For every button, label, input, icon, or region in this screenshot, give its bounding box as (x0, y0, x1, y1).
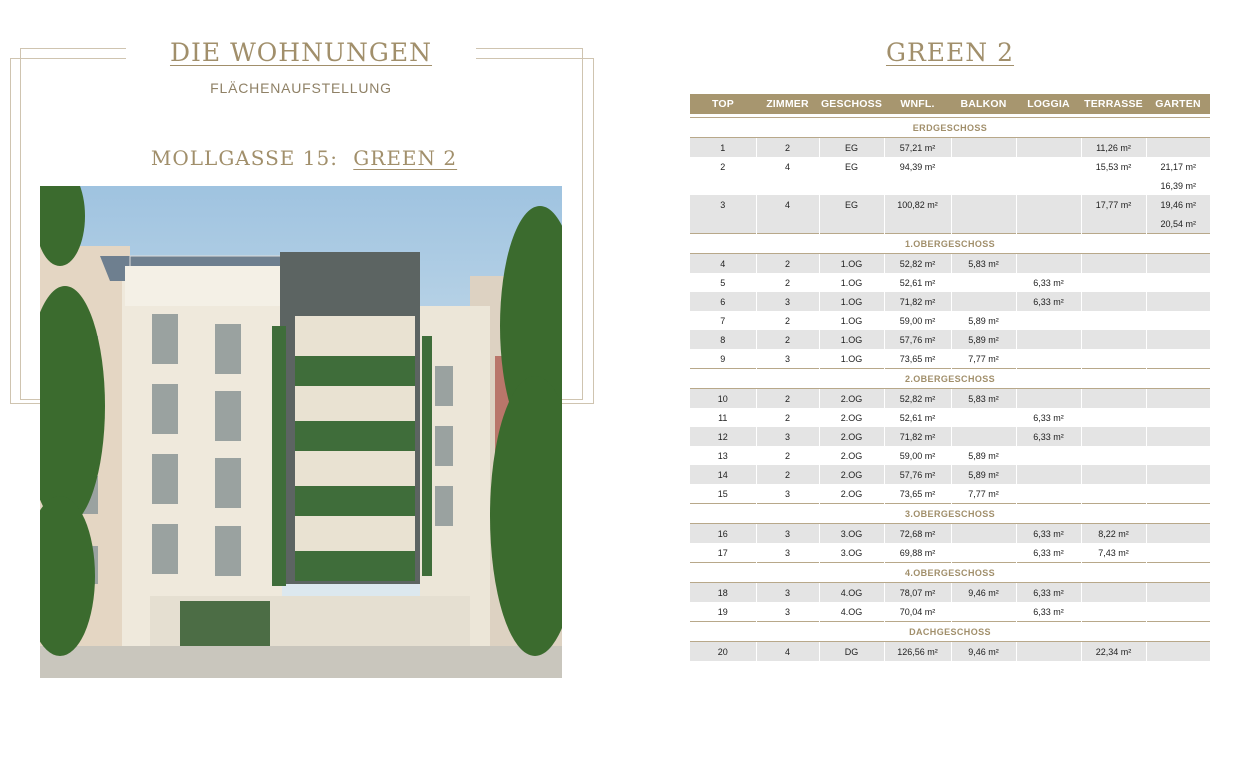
table-cell: 2.OG (819, 408, 884, 427)
table-cell: 2.OG (819, 389, 884, 409)
table-cell: 57,76 m² (884, 465, 951, 484)
table-cell: 94,39 m² (884, 157, 951, 176)
column-header: LOGGIA (1016, 94, 1081, 114)
table-cell: 16,39 m² (1146, 176, 1210, 195)
table-cell: 4.OG (819, 583, 884, 603)
table-cell (1146, 602, 1210, 622)
column-header: TOP (690, 94, 756, 114)
table-cell (1016, 465, 1081, 484)
table-cell: 10 (690, 389, 756, 409)
table-cell (819, 214, 884, 234)
table-cell: 5 (720, 277, 726, 288)
table-cell: 2 (756, 330, 819, 349)
table-cell (756, 214, 819, 234)
table-cell: 6,33 m² (1016, 273, 1081, 292)
table-cell: 3.OG (819, 524, 884, 544)
table-cell: 7,77 m² (951, 484, 1016, 504)
table-cell (1146, 138, 1210, 158)
table-cell: 1.OG (819, 349, 884, 369)
table-cell (1081, 214, 1146, 234)
project-name: GREEN 2 (353, 146, 458, 170)
table-cell: 3 (756, 349, 819, 369)
table-cell: 14 (690, 465, 756, 484)
table-row (690, 176, 1210, 195)
table-cell: 4 (690, 254, 756, 274)
table-row (690, 524, 1210, 544)
table-cell: 1 (690, 138, 756, 158)
table-cell (884, 176, 951, 195)
table-cell: 17,77 m² (1081, 195, 1146, 214)
table-row (690, 389, 1210, 409)
table-cell: 2 (720, 161, 726, 172)
table-cell (1081, 465, 1146, 484)
table-cell: 3 (756, 583, 819, 603)
column-header: ZIMMER (756, 94, 819, 114)
floor-section-label: ERDGESCHOSS (690, 118, 1210, 138)
table-header-row (690, 94, 1210, 114)
table-cell (1081, 176, 1146, 195)
table-cell: 5,89 m² (951, 446, 1016, 465)
table-cell (1081, 292, 1146, 311)
table-cell: 2 (756, 273, 819, 292)
table-title: GREEN 2 (885, 38, 1015, 67)
table-cell (1016, 214, 1081, 234)
table-cell: 1.OG (819, 254, 884, 274)
page-subtitle: FLÄCHENAUFSTELLUNG (210, 80, 392, 96)
table-cell: 71,82 m² (884, 427, 951, 446)
table-cell: 8,22 m² (1081, 524, 1146, 544)
table-cell: 71,82 m² (884, 292, 951, 311)
building-render-image (40, 186, 562, 678)
table-cell (1081, 583, 1146, 603)
table-cell (951, 138, 1016, 158)
table-cell (1146, 484, 1210, 504)
table-cell: 20,54 m² (1146, 214, 1210, 234)
table-cell (1146, 311, 1210, 330)
table-row (690, 195, 1210, 214)
column-header: WNFL. (884, 94, 951, 114)
table-row (690, 311, 1210, 330)
table-cell (1146, 408, 1210, 427)
table-cell (1146, 583, 1210, 603)
table-cell: 3 (756, 602, 819, 622)
table-cell (1016, 176, 1081, 195)
floor-section-header (690, 622, 1210, 642)
table-cell: 12 (690, 427, 756, 446)
table-cell: 52,82 m² (884, 389, 951, 409)
table-cell: 17 (717, 547, 728, 558)
table-cell: 6,33 m² (1016, 292, 1081, 311)
table-cell: 20 (690, 642, 756, 662)
table-cell: 1.OG (819, 330, 884, 349)
table-cell: 7,43 m² (1081, 543, 1146, 563)
table-cell: 72,68 m² (884, 524, 951, 544)
table-cell: 57,76 m² (884, 330, 951, 349)
table-cell: 19 (717, 606, 728, 617)
table-cell: 6,33 m² (1016, 408, 1081, 427)
table-cell: 11,26 m² (1081, 138, 1146, 158)
table-cell: 100,82 m² (884, 195, 951, 214)
table-cell: EG (819, 157, 884, 176)
table-cell (1146, 273, 1210, 292)
table-row (690, 427, 1210, 446)
table-cell: 1.OG (819, 273, 884, 292)
table-cell (690, 176, 756, 195)
table-cell: 15,53 m² (1081, 157, 1146, 176)
table-cell (1146, 349, 1210, 369)
table-cell: DG (819, 642, 884, 662)
table-cell: 73,65 m² (884, 484, 951, 504)
table-cell: 16 (690, 524, 756, 544)
table-cell (1146, 330, 1210, 349)
table-row (690, 138, 1210, 158)
table-cell: 8 (690, 330, 756, 349)
table-row (690, 484, 1210, 504)
table-cell: 126,56 m² (884, 642, 951, 662)
column-header: GESCHOSS (819, 94, 884, 114)
table-cell (951, 195, 1016, 214)
table-cell (951, 214, 1016, 234)
table-cell (1081, 446, 1146, 465)
table-cell: 57,21 m² (884, 138, 951, 158)
table-cell: 2.OG (819, 446, 884, 465)
table-cell (1081, 602, 1146, 622)
apartment-area-table (690, 94, 1210, 661)
table-row (690, 349, 1210, 369)
table-cell: 3.OG (819, 543, 884, 563)
table-row (690, 465, 1210, 484)
table-cell (1146, 427, 1210, 446)
table-cell (951, 292, 1016, 311)
table-cell: 6,33 m² (1016, 524, 1081, 544)
table-cell: 69,88 m² (884, 543, 951, 563)
floor-section-header (690, 504, 1210, 524)
table-cell (1146, 524, 1210, 544)
table-cell: EG (819, 138, 884, 158)
floor-section-label: 4.OBERGESCHOSS (690, 563, 1210, 583)
table-cell (951, 157, 1016, 176)
table-cell (1081, 427, 1146, 446)
table-cell (951, 602, 1016, 622)
table-cell (1081, 349, 1146, 369)
table-cell: 3 (756, 543, 819, 563)
table-cell (1146, 292, 1210, 311)
table-cell: 59,00 m² (884, 311, 951, 330)
table-cell (1016, 311, 1081, 330)
table-cell: 52,82 m² (884, 254, 951, 274)
table-cell (1016, 138, 1081, 158)
table-cell: 9,46 m² (951, 642, 1016, 662)
table-cell: 7,77 m² (951, 349, 1016, 369)
table-cell (1016, 484, 1081, 504)
table-row (690, 602, 1210, 622)
table-row (690, 330, 1210, 349)
table-row (690, 543, 1210, 563)
table-cell: 78,07 m² (884, 583, 951, 603)
table-cell: 7 (720, 315, 726, 326)
address-heading (0, 146, 608, 170)
table-cell (1146, 389, 1210, 409)
table-cell: 22,34 m² (1081, 642, 1146, 662)
table-cell (1081, 330, 1146, 349)
table-cell: 6,33 m² (1016, 543, 1081, 563)
table-cell: 2.OG (819, 484, 884, 504)
table-cell (1016, 157, 1081, 176)
building-render-svg (40, 186, 562, 678)
table-cell: 3 (690, 195, 756, 214)
table-cell (884, 214, 951, 234)
table-cell (1016, 389, 1081, 409)
table-cell (756, 176, 819, 195)
table-cell: 5,83 m² (951, 389, 1016, 409)
table-cell: 21,17 m² (1146, 157, 1210, 176)
table-cell (951, 543, 1016, 563)
table-cell: 5,89 m² (951, 330, 1016, 349)
table-cell (819, 176, 884, 195)
table-cell (690, 214, 756, 234)
table-cell (1146, 642, 1210, 662)
table-cell: 6,33 m² (1016, 602, 1081, 622)
table-cell: 3 (756, 484, 819, 504)
table-cell: 3 (756, 524, 819, 544)
page-title: DIE WOHNUNGEN (169, 38, 433, 67)
address-label: MOLLGASSE 15: (150, 146, 338, 170)
table-cell: 1.OG (819, 292, 884, 311)
table-cell: 13 (717, 450, 728, 461)
table-cell: 1.OG (819, 311, 884, 330)
table-cell: 52,61 m² (884, 408, 951, 427)
table-row (690, 292, 1210, 311)
table-row (690, 273, 1210, 292)
table-row (690, 446, 1210, 465)
floor-section-header (690, 369, 1210, 389)
table-cell: 73,65 m² (884, 349, 951, 369)
floor-section-label: 2.OBERGESCHOSS (690, 369, 1210, 389)
table-cell: 70,04 m² (884, 602, 951, 622)
table-cell: 4 (756, 157, 819, 176)
table-row (690, 157, 1210, 176)
table-cell: 11 (718, 412, 728, 423)
table-cell: 2 (756, 138, 819, 158)
table-cell: 2 (756, 465, 819, 484)
table-cell (951, 524, 1016, 544)
table-row (690, 408, 1210, 427)
table-cell: 5,89 m² (951, 311, 1016, 330)
table-row (690, 642, 1210, 662)
column-header: BALKON (951, 94, 1016, 114)
table-row (690, 214, 1210, 234)
table-cell: 4.OG (819, 602, 884, 622)
table-row (690, 254, 1210, 274)
table-cell: 3 (756, 427, 819, 446)
table-cell: 2 (756, 389, 819, 409)
table-cell: 9 (720, 353, 726, 364)
table-cell: 59,00 m² (884, 446, 951, 465)
table-cell: 2 (756, 311, 819, 330)
table-cell (1016, 195, 1081, 214)
table-cell (1016, 642, 1081, 662)
table-cell (1081, 389, 1146, 409)
table-cell: 5,83 m² (951, 254, 1016, 274)
table-cell (1016, 349, 1081, 369)
floor-section-label: 1.OBERGESCHOSS (690, 234, 1210, 254)
table-cell: 4 (756, 642, 819, 662)
column-header: TERRASSE (1081, 94, 1146, 114)
table-cell: 2 (756, 408, 819, 427)
table-cell (1081, 311, 1146, 330)
floor-section-header (690, 234, 1210, 254)
table-cell (1146, 254, 1210, 274)
table-cell (1146, 446, 1210, 465)
table-cell (1016, 254, 1081, 274)
table-cell: 9,46 m² (951, 583, 1016, 603)
column-header: GARTEN (1146, 94, 1210, 114)
table-cell: 52,61 m² (884, 273, 951, 292)
table-cell: 18 (690, 583, 756, 603)
table-cell (951, 427, 1016, 446)
table-cell: 6 (690, 292, 756, 311)
table-cell: 6,33 m² (1016, 583, 1081, 603)
floor-section-header (690, 563, 1210, 583)
table-cell (951, 176, 1016, 195)
table-cell: 5,89 m² (951, 465, 1016, 484)
table-cell (1146, 543, 1210, 563)
table-cell (1016, 330, 1081, 349)
table-cell: 3 (756, 292, 819, 311)
table-cell: 2.OG (819, 465, 884, 484)
table-cell: EG (819, 195, 884, 214)
table-cell (951, 273, 1016, 292)
table-row (690, 583, 1210, 603)
table-cell: 2.OG (819, 427, 884, 446)
table-cell (1016, 446, 1081, 465)
table-cell (1081, 484, 1146, 504)
table-cell (1081, 408, 1146, 427)
floor-section-label: 3.OBERGESCHOSS (690, 504, 1210, 524)
table-cell: 4 (756, 195, 819, 214)
floor-section-header (690, 118, 1210, 138)
table-cell: 2 (756, 446, 819, 465)
table-cell: 2 (756, 254, 819, 274)
table-cell: 6,33 m² (1016, 427, 1081, 446)
table-cell (1146, 465, 1210, 484)
table-cell (951, 408, 1016, 427)
table-cell (1081, 254, 1146, 274)
table-cell (1081, 273, 1146, 292)
table-cell: 15 (717, 488, 728, 499)
table-cell: 19,46 m² (1146, 195, 1210, 214)
floor-section-label: DACHGESCHOSS (690, 622, 1210, 642)
